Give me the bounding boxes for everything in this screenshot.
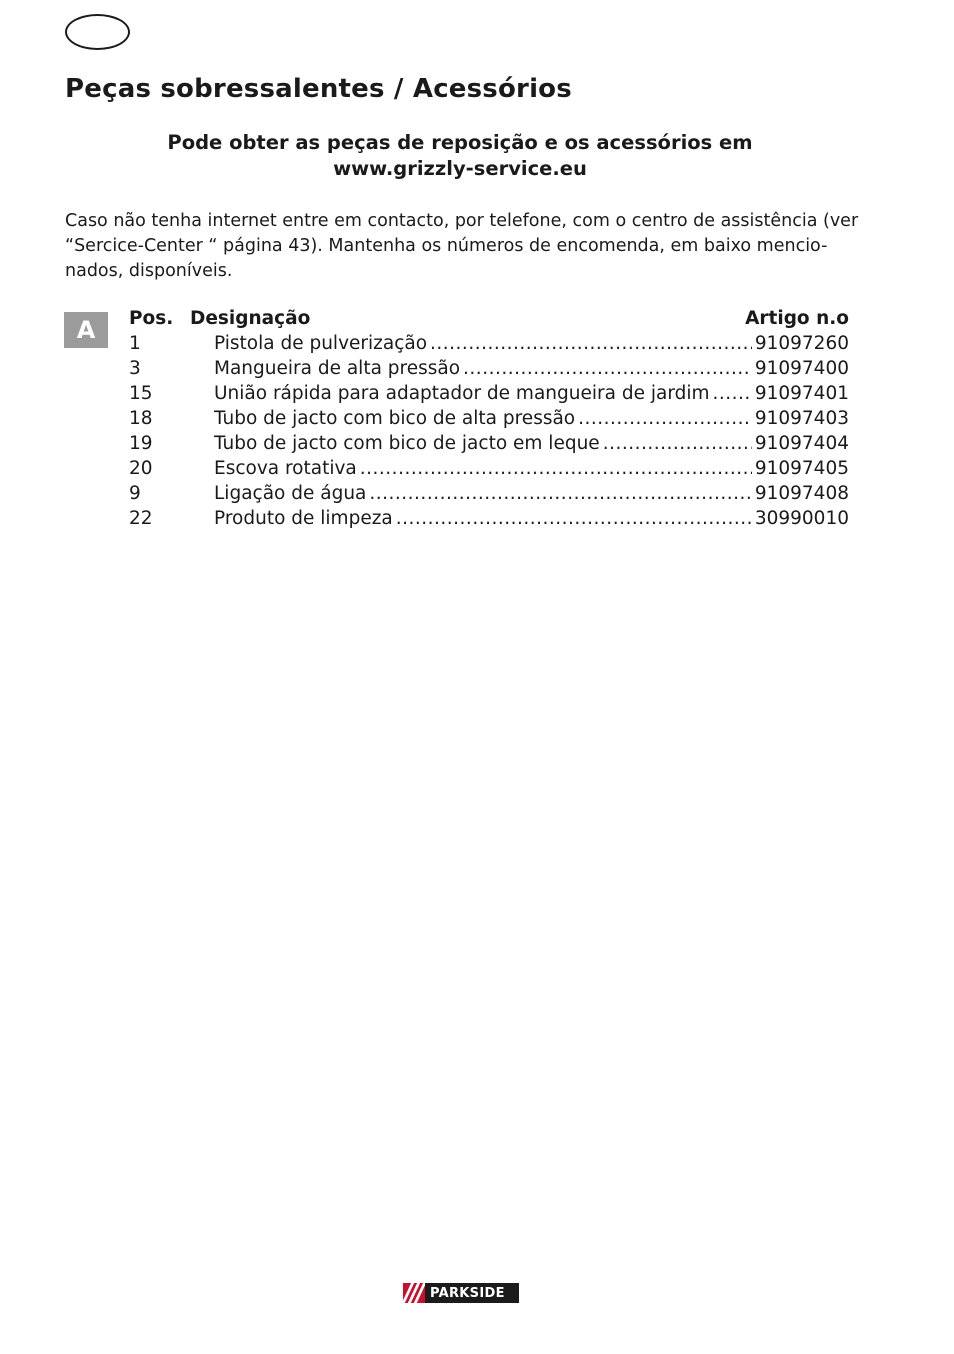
section-marker: A — [64, 312, 108, 348]
row-body — [214, 508, 849, 529]
header-designation: Designação — [190, 308, 311, 329]
language-badge — [65, 14, 130, 50]
row-article: 91097403 — [754, 408, 849, 429]
parts-table — [129, 308, 849, 533]
row-designation: Tubo de jacto com bico de alta pressão — [214, 408, 576, 429]
row-designation: União rápida para adaptador de mangueira de jardim — [214, 383, 710, 404]
service-notice-line: Pode obter as peças de reposição e os acessórios em — [167, 131, 753, 154]
header-article: Artigo n.o — [745, 308, 849, 329]
row-designation: Produto de limpeza — [214, 508, 393, 529]
table-row — [129, 333, 849, 358]
row-article: 91097401 — [754, 383, 849, 404]
row-pos: 1 — [129, 333, 141, 354]
brand-name: PARKSIDE — [430, 1285, 505, 1301]
brand-slashes-icon — [403, 1283, 425, 1303]
table-row — [129, 508, 849, 533]
row-article: 30990010 — [754, 508, 849, 529]
table-row — [129, 383, 849, 408]
row-pos: 9 — [129, 483, 141, 504]
table-header — [129, 308, 849, 333]
table-row — [129, 483, 849, 508]
row-body — [214, 408, 849, 429]
row-pos: 15 — [129, 383, 153, 404]
row-designation: Ligação de água — [214, 483, 367, 504]
dot-leader — [463, 358, 752, 379]
row-article: 91097405 — [754, 458, 849, 479]
row-pos: 22 — [129, 508, 153, 529]
table-rows — [129, 333, 849, 533]
table-row — [129, 458, 849, 483]
row-pos: 19 — [129, 433, 153, 454]
row-body — [214, 433, 849, 454]
row-article: 91097408 — [754, 483, 849, 504]
row-body — [214, 458, 849, 479]
row-article: 91097260 — [754, 333, 849, 354]
page-title: Peças sobressalentes / Acessórios — [65, 74, 572, 104]
row-pos: 3 — [129, 358, 141, 379]
row-pos: 18 — [129, 408, 153, 429]
row-designation: Tubo de jacto com bico de jacto em leque — [214, 433, 600, 454]
row-body — [214, 483, 849, 504]
row-designation: Pistola de pulverização — [214, 333, 428, 354]
row-body — [214, 333, 849, 354]
dot-leader — [713, 383, 752, 404]
dot-leader — [430, 333, 752, 354]
row-pos: 20 — [129, 458, 153, 479]
service-url[interactable]: www.grizzly-service.eu — [333, 157, 587, 180]
header-pos: Pos. — [129, 308, 174, 329]
row-body — [214, 358, 849, 379]
parkside-logo — [403, 1283, 519, 1303]
intro-paragraph: Caso não tenha internet entre em contacto, por telefone, com o centro de assistência (ver “Sercice-Center “ página 43). Mantenha os números de encomenda, em baixo mencio-nados, disponíveis. — [65, 211, 859, 281]
row-article: 91097404 — [754, 433, 849, 454]
dot-leader — [360, 458, 752, 479]
dot-leader — [396, 508, 752, 529]
table-row — [129, 358, 849, 383]
dot-leader — [369, 483, 751, 504]
row-body — [214, 383, 849, 404]
table-row — [129, 433, 849, 458]
dot-leader — [603, 433, 752, 454]
table-row — [129, 408, 849, 433]
service-notice — [65, 130, 855, 182]
dot-leader — [578, 408, 752, 429]
row-article: 91097400 — [754, 358, 849, 379]
row-designation: Escova rotativa — [214, 458, 357, 479]
row-designation: Mangueira de alta pressão — [214, 358, 461, 379]
